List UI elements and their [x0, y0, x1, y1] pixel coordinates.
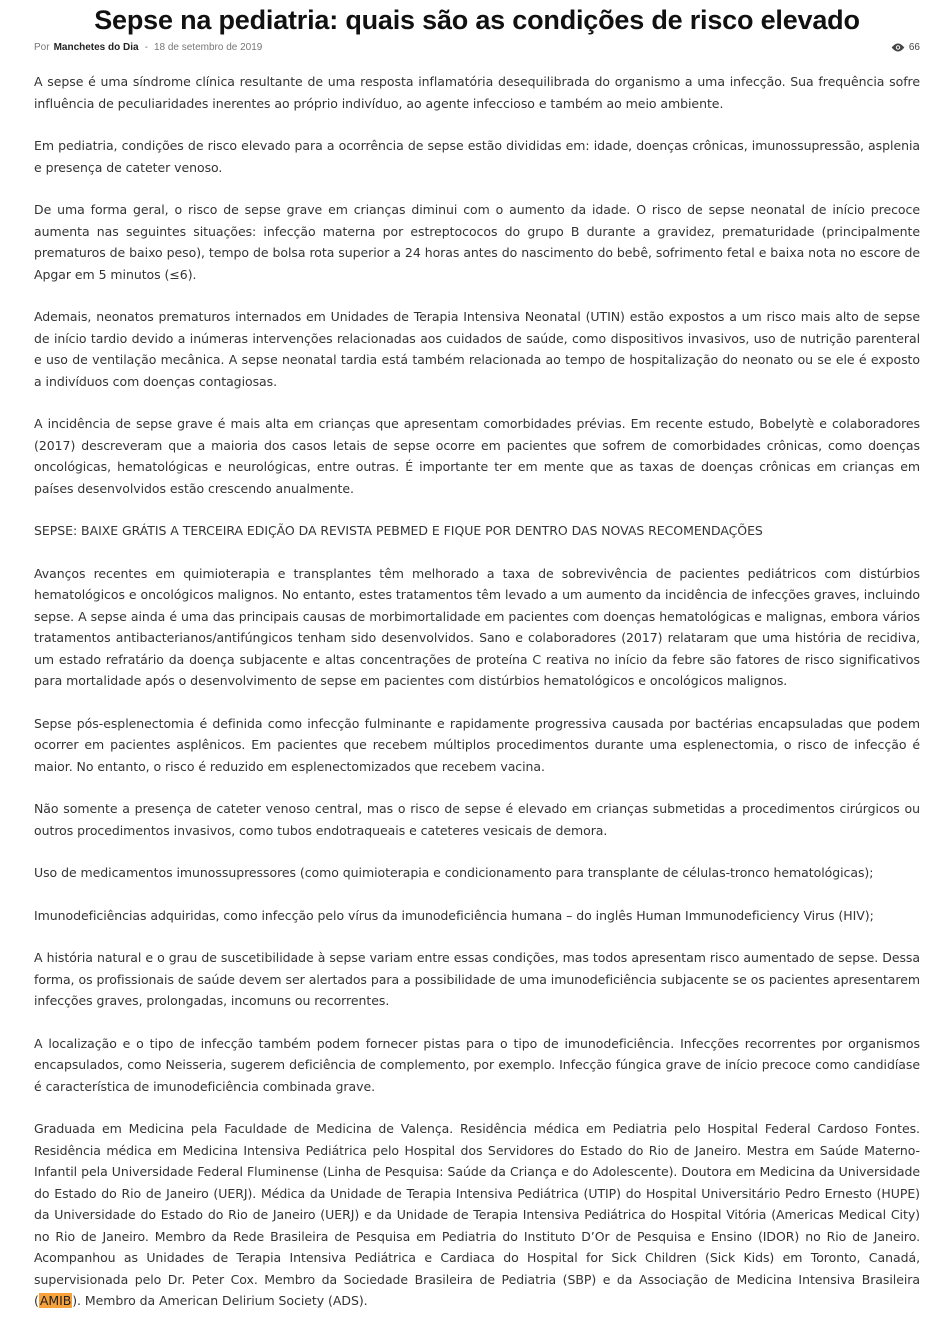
paragraph: A localização e o tipo de infecção também podem fornecer pistas para o tipo de imunodeficiência. Infecções recorrentes por organismos encapsulados, como Neisseria, sugerem deficiência de complemento, por exemplo. Infecção fúngica grave de início precoce como candidíase é característica de imunodeficiência combinada grave. — [34, 1035, 920, 1094]
bio-text: Graduada em Medicina pela Faculdade de Medicina de Valença. Residência médica em Pediatria pelo Hospital Federal Cardoso Fontes. Residência médica em Medicina Intensiva Pediátrica pelo Hospital dos Servidores do Estado do Rio de Janeiro. Mestra em Saúde Materno-Infantil pela Universidade Federal Fluminense (Linha de Pesquisa: Saúde da Criança e do Adolescente). Doutora em Medicina da Universidade do Estado do Rio de Janeiro (UERJ). Médica da Unidade de Terapia Intensiva Pediátrica (UTIP) do Hospital Universitário Pedro Ernesto (HUPE) da Universidade do Estado do Rio de Janeiro (UERJ) e da Unidade de Terapia Intensiva Pediátrica do Hospital Vitória (Americas Medical City) no Rio de Janeiro. Membro da Rede Brasileira de Pesquisa em Pediatria do Instituto D’Or de Pesquisa e Ensino (IDOR) no Rio de Janeiro. Acompanhou as Unidades de Terapia Intensiva Pediátrica e Cardiaca do Hospital for Sick Children (Sick Kids) em Toronto, Canadá, supervisionada pelo Dr. Peter Cox. Membro da Sociedade Brasileira de Pediatria (SBP) e da Associação de Medicina Intensiva Brasileira ( — [34, 1121, 920, 1308]
paragraph: De uma forma geral, o risco de sepse grave em crianças diminui com o aumento da idade. O risco de sepse neonatal de início precoce aumenta nas seguintes situações: infecção materna por estreptococos do grupo B durante a gravidez, prematuridade (principalmente prematuros de baixo peso), tempo de bolsa rota superior a 24 horas antes do nascimento do bebê, sofrimento fetal e baixa nota no escore de Apgar em 5 minutos (≤6). — [34, 202, 920, 282]
paragraph: Não somente a presença de cateter venoso central, mas o risco de sepse é elevado em crianças submetidas a procedimentos cirúrgicos ou outros procedimentos invasivos, como tubos endotraqueais e cateteres vesicais de demora. — [34, 801, 920, 838]
article-title: Sepse na pediatria: quais são as condições de risco elevado — [94, 5, 860, 35]
date-separator: - — [144, 41, 148, 53]
paragraph: Avanços recentes em quimioterapia e transplantes têm melhorado a taxa de sobrevivência de pacientes pediátricos com distúrbios hematológicos e oncológicos malignos. No entanto, estes tratamentos têm levado a um aumento da incidência de infecções graves, incluindo sepse. A sepse ainda é uma das principais causas de morbimortalidade em pacientes com doenças hematológicas e malignas, embora vários tratamentos antibacterianos/antifúngicos tenham sido desenvolvidos. Sano e colaboradores (2017) relataram que uma história de recidiva, um estado refratário da doença subjacente e altas concentrações de proteína C reativa no início da febre são fatores de risco significativos para mortalidade após o desenvolvimento de sepse em pacientes com distúrbios hematológicos e oncológicos malignos. — [34, 565, 920, 688]
view-count — [891, 42, 920, 53]
article-meta — [34, 39, 920, 55]
author-link[interactable]: Manchetes do Dia — [53, 41, 139, 53]
paragraph: A sepse é uma síndrome clínica resultante de uma resposta inflamatória desequilibrada do organismo a uma infecção. Sua frequência sofre influência de peculiaridades inerentes ao próprio indivíduo, ao agente infeccioso e também ao meio ambiente. — [34, 74, 920, 111]
paragraph: Uso de medicamentos imunossupressores (como quimioterapia e condicionamento para transplante de células-tronco hematológicas); — [34, 865, 874, 880]
bio-text-end: ). Membro da American Delirium Society (ADS). — [72, 1293, 368, 1308]
paragraph: Imunodeficiências adquiridas, como infecção pelo vírus da imunodeficiência humana – do inglês Human Immunodeficiency Virus (HIV); — [34, 907, 874, 923]
article-body — [34, 71, 920, 1312]
paragraph: Sepse pós-esplenectomia é definida como infecção fulminante e rapidamente progressiva causada por bactérias encapsuladas que podem ocorrer em pacientes asplênicos. Em pacientes que recebem múltiplos procedimentos durante uma esplenectomia, o risco de infecção é maior. No entanto, o risco é reduzido em esplenectomizados que recebem vacina. — [34, 715, 920, 774]
paragraph: A história natural e o grau de suscetibilidade à sepse variam entre essas condições, mas todos apresentam risco aumentado de sepse. Dessa forma, os profissionais de saúde devem ser alertados para a possibilidade de uma imunodeficiência subjacente se os pacientes apresentarem infecções graves, prolongadas, incomuns ou recorrentes. — [34, 950, 920, 1008]
by-label: Por — [34, 41, 50, 53]
author-bio — [34, 1118, 920, 1312]
highlighted-term: AMIB — [39, 1293, 72, 1308]
eye-icon — [891, 43, 905, 52]
paragraph: Ademais, neonatos prematuros internados em Unidades de Terapia Intensiva Neonatal (UTIN) estão expostos a um risco mais alto de sepse de início tardio devido a inúmeras intervenções relacionadas aos cuidados de saúde, como dispositivos invasivos, uso de nutrição parenteral e uso de ventilação mecânica. A sepse neonatal tardia está também relacionada ao tempo de hospitalização do neonato ou se ele é exposto a indivíduos com doenças contagiosas. — [34, 309, 920, 389]
publish-date: 18 de setembro de 2019 — [153, 41, 263, 53]
paragraph: Em pediatria, condições de risco elevado para a ocorrência de sepse estão divididas em: idade, doenças crônicas, imunossupressão, asplenia e presença de cateter venoso. — [34, 138, 920, 175]
promo-link[interactable]: SEPSE: BAIXE GRÁTIS A TERCEIRA EDIÇÃO DA REVISTA PEBMED E FIQUE POR DENTRO DAS NOVAS RECOMENDAÇÕES — [34, 523, 763, 538]
view-count-value: 66 — [908, 41, 920, 53]
paragraph: A incidência de sepse grave é mais alta em crianças que apresentam comorbidades prévias. Em recente estudo, Bobelytè e colaboradores (2017) descreveram que a maioria dos casos letais de sepse ocorre em pacientes que sofrem de comorbidades crônicas, como doenças oncológicas, hematológicas e neurológicas, entre outras. É importante ter em mente que as taxas de doenças crônicas em crianças em países desenvolvidos estão crescendo anualmente. — [34, 416, 920, 496]
